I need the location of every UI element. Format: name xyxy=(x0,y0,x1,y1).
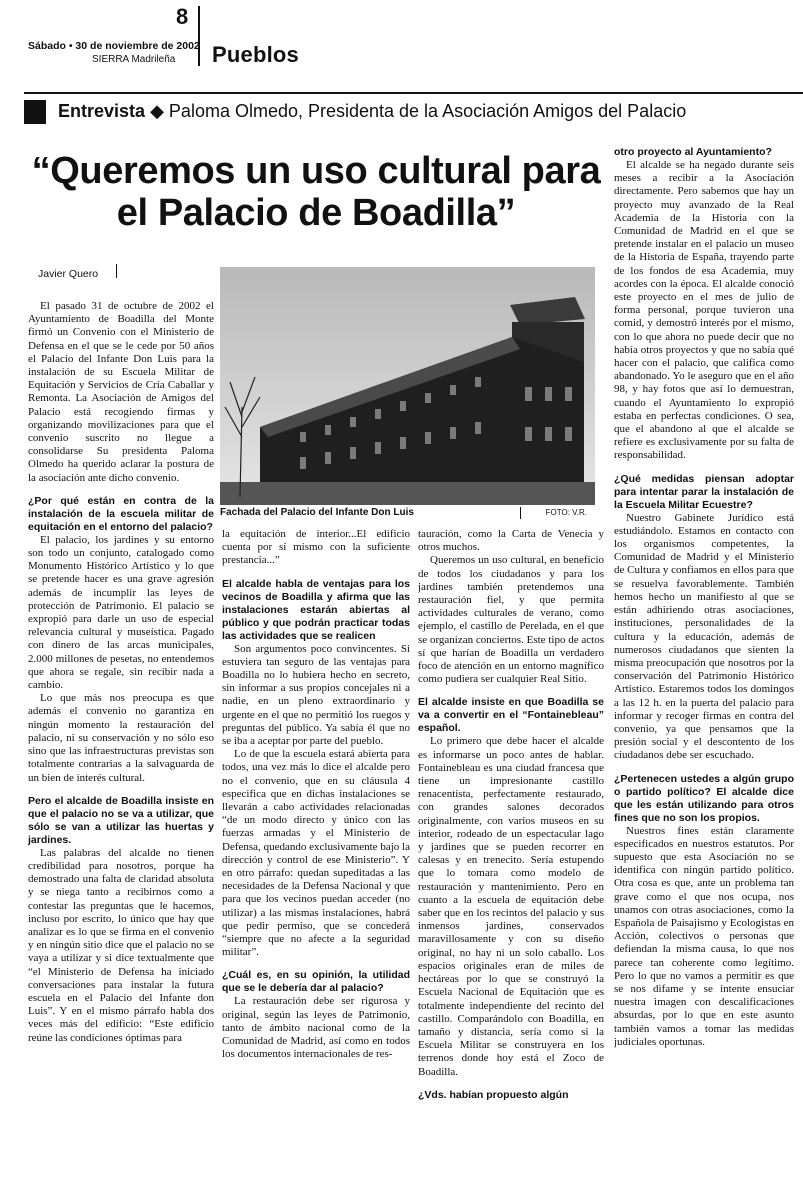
article-paragraph: Queremos un uso cultural, en beneficio de todos los ciudadanos y para los jardines también pretendemos una restauración fiel, y que permita actividades culturales de verano, como ejemplo, el castillo de Perelada, en el que se organizan conciertos. Este tipo de actos sí que harían de Boadilla un verdadero foco de atención en un entorno magnífico como pudiera ser cualquier Real Sitio. xyxy=(418,554,604,686)
article-paragraph: Nuestros fines están claramente especificados en nuestros estatutos. Por supuesto que esta Asociación no se identifica con ningún partido político. Otra cosa es que, ante un problema tan grave como el que nos ocupa, nos unamos con otras asociaciones, como la Española de Paisajismo y Ecologistas en Acción, colectivos o personas que defiendan la misma causa, lo que nos parece tan coherente como legítimo. Pero lo que no vamos a permitir es que se nos difame y se intente ensuciar nuestra imagen con descalificaciones absurdas, por lo que en este asunto también vamos a tomar las medidas judiciales oportunas. xyxy=(614,824,794,1048)
interview-question: El alcalde habla de ventajas para los vecinos de Boadilla y afirma que las instalaciones estarán abiertas al público y que podrán practicar todas las actividades que se realicen xyxy=(222,577,410,642)
byline: Javier Quero xyxy=(38,268,99,280)
publication-name: SIERRA Madrileña xyxy=(92,54,176,65)
photo-caption: Fachada del Palacio del Infante Don Luis xyxy=(220,507,414,518)
kicker-label: Entrevista xyxy=(58,101,146,121)
article-paragraph: Son argumentos poco convincentes. Si estuviera tan seguro de las ventajas para Boadilla no lo hubiera hecho en secreto, sin informar a sus propios concejales ni a nadie, en un pleno extraordinario y urgente en el que no permitió los ruegos y preguntas del público. Ya sabía él que no se iba a aceptar por parte del pueblo. xyxy=(222,642,410,748)
byline-rule xyxy=(116,264,117,278)
caption-rule xyxy=(520,507,521,519)
header-divider xyxy=(198,6,200,66)
interview-question: ¿Vds. habían propuesto algún xyxy=(418,1088,569,1101)
header-rule xyxy=(24,92,803,94)
kicker-subject: Paloma Olmedo, Presidenta de la Asociación Amigos del Palacio xyxy=(168,101,687,121)
issue-date: Sábado • 30 de noviembre de 2002 xyxy=(28,40,200,52)
kicker-block xyxy=(24,100,46,124)
article-paragraph: La restauración debe ser rigurosa y original, según las leyes de Patrimonio, tanto de ámbito nacional como de la Comunidad de Madrid, así como en todos los documentos internacionales de res- xyxy=(222,995,410,1061)
headline: “Queremos un uso cultural para el Palacio de Boadilla” xyxy=(31,150,601,234)
interview-question: ¿Qué medidas piensan adoptar para intentar parar la instalación de la Escuela Militar Ecuestre? xyxy=(614,472,794,511)
interview-question: El alcalde insiste en que Boadilla se va a convertir en el “Fontainebleau” español. xyxy=(418,696,604,735)
article-paragraph: El pasado 31 de octubre de 2002 el Ayuntamiento de Boadilla del Monte firmó un Convenio con el Ministerio de Defensa en el que se le cede por 50 años el Palacio del Infante Don Luis para la instalación de su Escuela Militar de Equitación y Servicios de Cría Caballar y Remonta. La Asociación de Amigos del Palacio está recogiendo firmas y organizando movilizaciones para que el convenio suscrito no llegue a consolidarse Su presidenta Paloma Olmedo ha querido aclarar la postura de la asociación ante dicho convenio. xyxy=(28,300,214,484)
diamond-icon: ◆ xyxy=(150,101,164,121)
article-column-3 xyxy=(418,528,604,1190)
interview-question: ¿Por qué están en contra de la instalación de la escuela militar de equitación en el entorno del palacio? xyxy=(28,494,214,533)
article-paragraph: la equitación de interior...El edificio cuenta por sí mismo con la suficiente prestancia...” xyxy=(222,528,410,567)
article-column-1 xyxy=(28,300,214,1190)
interview-question: ¿Pertenecen ustedes a algún grupo o partido político? El alcalde dice que les están utilizando para otros fines que no son los propios. xyxy=(614,772,794,824)
interview-question: Pero el alcalde de Boadilla insiste en que el palacio no se va a utilizar, que sólo se van a utilizar las huertas y jardines. xyxy=(28,794,214,846)
kicker xyxy=(58,101,686,122)
section-title: Pueblos xyxy=(212,42,299,67)
article-paragraph: tauración, como la Carta de Venecia y otros muchos. xyxy=(418,528,604,554)
article-column-4 xyxy=(614,146,794,1190)
article-paragraph: Lo primero que debe hacer el alcalde es informarse un poco antes de hablar. Fontainebleau es una ciudad francesa que tiene un impresionante castillo renacentista, perfectamente restaurado, con grandes salones decorados originalmente, con varios museos en su interior, rodeado de un espectacular lago y jardines que se pueden recorrer en calesas y en trenecito. Sería estupendo que lo tomara como modelo de restauración y mantenimiento. Pero en cuanto a la escuela de equitación debe saber que en los recintos del palacio y sus inmensos jardines, conservados maravillosamente y con su diseño original, no hay ni un solo caballo. Los espacios originales eran de miles de hectáreas por lo que se construyó la Escuela Nacional de Equitación que es totalmente independiente del recinto del castillo. Comparándolo con Boadilla, en tamaño y distancia, sería como si la Escuela Militar se construyera en los terrenos donde hoy está el Zoco de Boadilla. xyxy=(418,735,604,1078)
palace-illustration xyxy=(220,267,595,505)
photo-caption-bar xyxy=(220,507,595,521)
interview-question: otro proyecto al Ayuntamiento? xyxy=(614,146,772,158)
article-column-2 xyxy=(222,528,410,1190)
page-number: 8 xyxy=(176,4,189,29)
article-paragraph: Nuestro Gabinete Jurídico está estudiándolo. Estamos en contacto con los organismos competentes, la Comunidad de Madrid y el Ministerio de Cultura y confiamos en ellos para que se resuelva favorablemente. También hemos hecho un manifiesto al que se están adhiriendo otras asociaciones, instituciones, personalidades de la cultura y la educación, además de numerosos ciudadanos que sienten la misma preocupación que nosotros por la conservación del Patrimonio Histórico Artístico. Estaremos todos los domingos a las 12 h. en la puerta del palacio para informar y recoger firmas en contra del convenio, ya que pensamos que la presión social y el descontento de los ciudadanos debe ser escuchado. xyxy=(614,511,794,762)
interview-question: ¿Cuál es, en su opinión, la utilidad que se le debería dar al palacio? xyxy=(222,969,410,995)
article-paragraph: Las palabras del alcalde no tienen credibilidad para nosotros, porque ha demostrado una falta de claridad absoluta y se niega tanto a recibirnos como a contestar las preguntas que le hacemos, incluso por escrito, lo único que hay que analizar es lo que se firma en el convenio y en ningún sitio dice que el palacio no se vaya a utilizar y si dice textualmente que “el Ministerio de Defensa ha iniciado conversaciones para instalar la futura escuela en el Palacio del Infante don Luis”. Y en el mismo párrafo habla dos veces más del edificio: “Este edificio reúne las condiciones óptimas para xyxy=(28,846,214,1044)
photo-credit: FOTO: V.R. xyxy=(545,508,587,517)
palace-photo xyxy=(220,267,595,505)
article-paragraph: El alcalde se ha negado durante seis meses a recibir a la Asociación directamente. Pero sabemos que hay un proyecto muy avanzado de la Real Academia de la Historia con la Comunidad de Madrid en el que se pretende instalar en el palacio un museo de la Historia de España, trayendo parte de los fondos de esa Academia, muy acordes con la época. El alcalde conoció este proyecto en el mes de julio de forma personal, porque tuvieron una comid, y demostró interés por el mismo, con lo que ahora no puede decir que no había otros proyectos y que no sabía qué hacer con el palacio, que califica como abandonado. Yo le aseguro que en el año 98, y hay fotos que así lo demuestran, cuando el Ayuntamiento lo expropió estaba en perfectas condiciones. O sea, que el abandono al que el alcalde se refiere es exclusivamente por su falta de responsabilidad. xyxy=(614,159,794,462)
article-paragraph: Lo de que la escuela estará abierta para todos, una vez más lo dice el alcalde pero no el convenio, que en su cláusula 4 especifica que en dichas instalaciones se llevarán a cabo actividades relacionadas “de un modo directo y único con las fuerzas armadas y el Ministerio de Defensa, quedando exclusivamente bajo la dirección y control de ese Ministerio”. Y en otro párrafo: quedan supeditadas a las necesidades de la Defensa Nacional y que para que los vecinos puedan acceder (no utilizar) a las mismas instalaciones, habrá que pedir permiso, que se concederá “siempre que no afecte a la seguridad militar”. xyxy=(222,748,410,959)
article-paragraph: Lo que más nos preocupa es que además el convenio no garantiza en ningún momento la restauración del palacio, ni su conservación y no sólo eso sino que las infraestructuras previstas son totalmente contrarias a la salvaguarda de un bien de interés cultural. xyxy=(28,692,214,784)
article-paragraph: El palacio, los jardines y su entorno son todo un conjunto, catalogado como Monumento Histórico Artístico y lo que se pretende hacer es una grave agresión además de incumplir las leyes de protección de Patrimonio. El palacio se expropió para darle un uso de especial relevancia cultural y museística. Pagado con dinero de las arcas municipales, 2.000 millones de pesetas, no entendemos que ahora se regale, sin recibir nada a cambio. xyxy=(28,533,214,692)
